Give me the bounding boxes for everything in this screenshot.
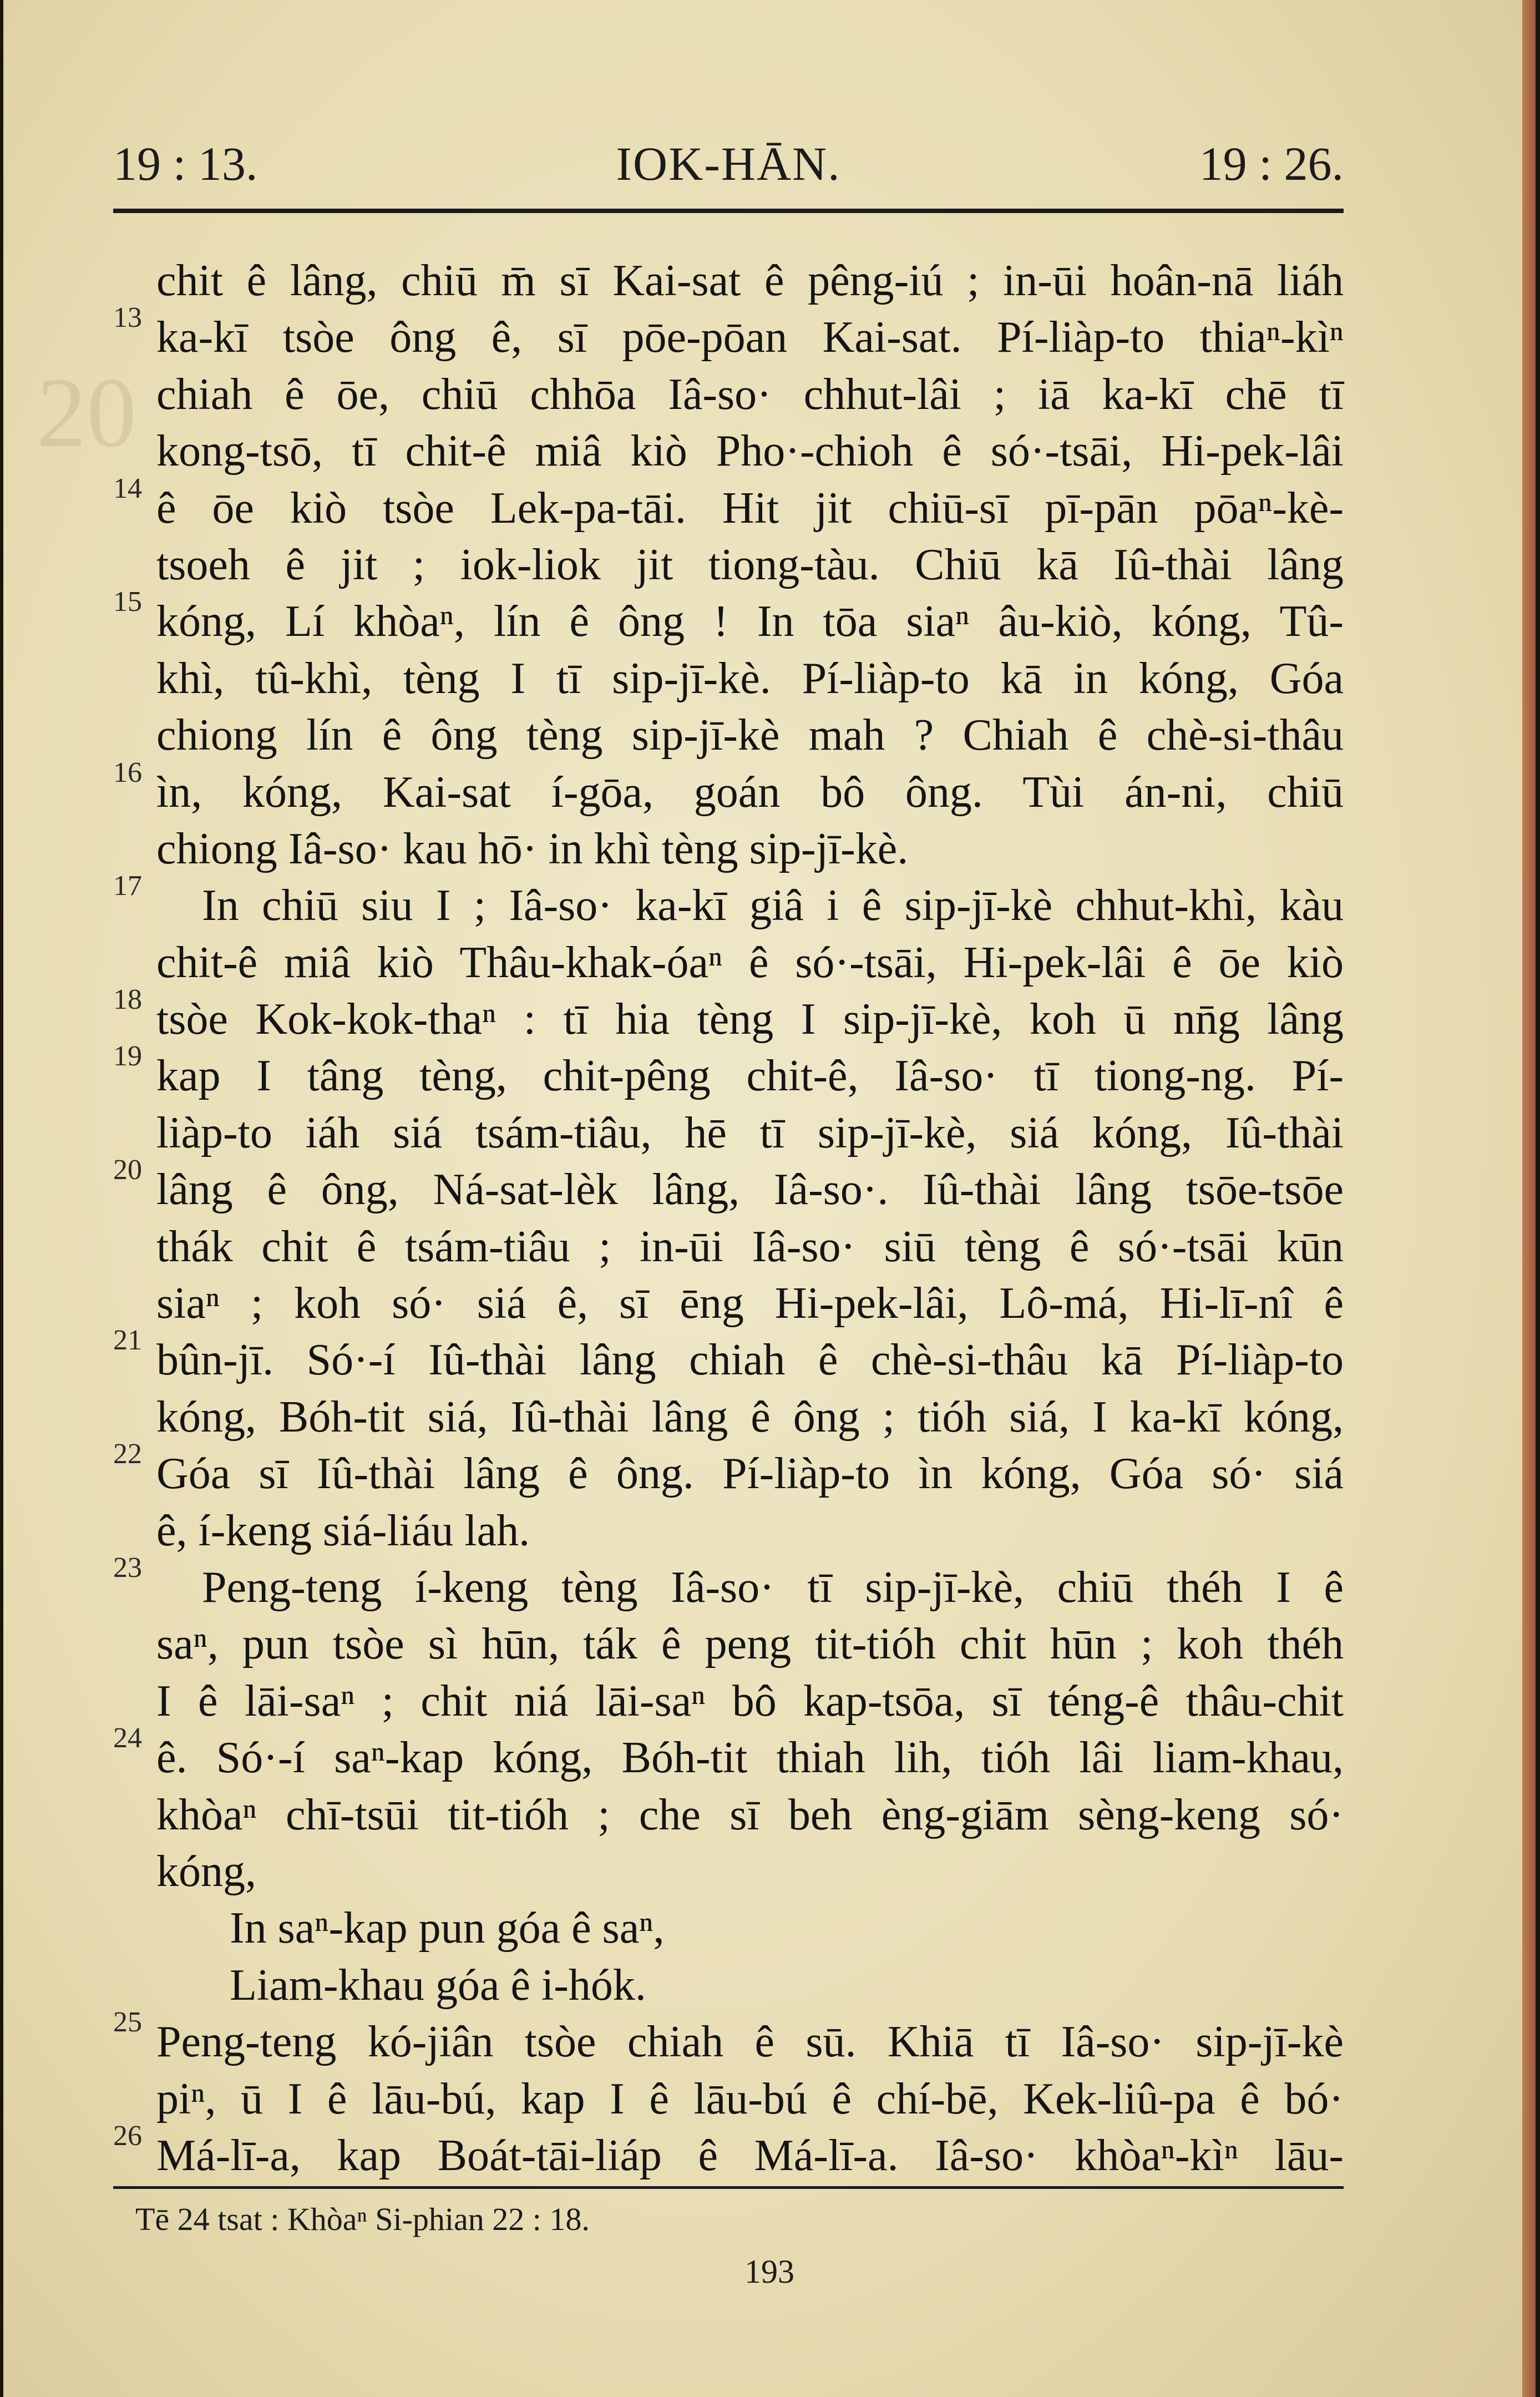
text-line [113, 1154, 1344, 1218]
text-line [113, 1389, 1344, 1445]
verse-number: 13 [113, 302, 142, 334]
line-text: ìn, kóng, Kai-sat í-gōa, goán bô ông. Tùi án-ni, chiū [156, 767, 1344, 817]
text-line [113, 870, 1344, 934]
verse-number: 22 [113, 1438, 142, 1470]
line-text: Góa sī Iû-thài lâng ê ông. Pí-liàp-to ìn kóng, Góa só· siá [156, 1449, 1344, 1499]
text-line [113, 302, 1344, 366]
text-line [113, 1900, 1344, 1956]
running-header [113, 133, 1344, 194]
text-line [113, 252, 1344, 309]
header-rule [113, 209, 1344, 213]
line-text: liàp-to iáh siá tsám-tiâu, hē tī sip-jī-kè, siá kóng, Iû-thài [156, 1108, 1344, 1157]
header-verse-end: 19 : 26. [1199, 137, 1344, 190]
text-line [113, 821, 1344, 877]
line-text: ê. Só·-í saⁿ-kap kóng, Bóh-tit thiah lih, tióh lâi liam-khau, [156, 1733, 1344, 1783]
line-text: chiah ê ōe, chiū chhōa Iâ-so· chhut-lâi ; iā ka-kī chē tī [156, 370, 1344, 419]
text-line [113, 707, 1344, 763]
verse-number: 25 [113, 2006, 142, 2039]
line-text: kóng, [156, 1847, 256, 1896]
line-text: kóng, Lí khòaⁿ, lín ê ông ! In tōa siaⁿ âu-kiò, kóng, Tû- [156, 597, 1344, 646]
verse-number: 26 [113, 2120, 142, 2152]
line-text: Liam-khau góa ê i-hók. [230, 1960, 646, 2010]
text-line [113, 472, 1344, 537]
text-line [113, 1673, 1344, 1730]
footnote: Tē 24 tsat : Khòaⁿ Si-phian 22 : 18. [135, 2201, 590, 2237]
text-line [113, 650, 1344, 707]
line-text: piⁿ, ū I ê lāu-bú, kap I ê lāu-bú ê chí-bē, Kek-liû-pa ê bó· [156, 2074, 1344, 2123]
page-number: 193 [744, 2253, 794, 2290]
verse-number: 15 [113, 586, 142, 618]
book-page [3, 0, 1536, 2397]
text-line [113, 756, 1344, 821]
line-text: saⁿ, pun tsòe sì hūn, ták ê peng tit-tióh chit hūn ; koh théh [156, 1620, 1344, 1669]
line-text: ê ōe kiò tsòe Lek-pa-tāi. Hit jit chiū-sī pī-pān pōaⁿ-kè- [156, 483, 1344, 533]
text-line [113, 1843, 1344, 1900]
text-line [113, 537, 1344, 593]
line-text: Peng-teng kó-jiân tsòe chiah ê sū. Khiā tī Iâ-so· sip-jī-kè [156, 2017, 1344, 2067]
line-text: khì, tû-khì, tèng I tī sip-jī-kè. Pí-liàp-to kā in kóng, Góa [156, 654, 1344, 703]
line-text: In chiū siu I ; Iâ-so· ka-kī giâ i ê sip-jī-kè chhut-khì, kàu [202, 881, 1344, 931]
text-line [113, 1503, 1344, 1559]
verse-number: 24 [113, 1722, 142, 1754]
text-line [113, 1324, 1344, 1388]
verse-number: 21 [113, 1324, 142, 1357]
line-text: ka-kī tsòe ông ê, sī pōe-pōan Kai-sat. Pí-liàp-to thiaⁿ-kìⁿ [156, 313, 1344, 362]
line-text: ê, í-keng siá-liáu lah. [156, 1506, 530, 1555]
text-line [113, 1616, 1344, 1672]
verse-number: 18 [113, 984, 142, 1016]
verse-number: 16 [113, 756, 142, 788]
text-line [113, 1551, 1344, 1616]
line-text: khòaⁿ chī-tsūi tit-tióh ; che sī beh èng-giām sèng-keng só· [156, 1790, 1344, 1839]
line-text: lâng ê ông, Ná-sat-lèk lâng, Iâ-so·. Iû-thài lâng tsōe-tsōe [156, 1165, 1344, 1215]
text-line [113, 2071, 1344, 2127]
text-line [113, 984, 1344, 1048]
line-text: I ê lāi-saⁿ ; chit niá lāi-saⁿ bô kap-tsōa, sī téng-ê thâu-chit [156, 1676, 1344, 1726]
text-line [113, 423, 1344, 479]
line-text: chiong Iâ-so· kau hō· in khì tèng sip-jī-kè. [156, 824, 909, 873]
line-text: chit-ê miâ kiò Thâu-khak-óaⁿ ê só·-tsāi, Hi-pek-lâi ê ōe kiò [156, 938, 1344, 987]
line-text: tsòe Kok-kok-thaⁿ : tī hia tèng I sip-jī-kè, koh ū nn̄g lâng [156, 995, 1344, 1044]
line-text: Má-lī-a, kap Boát-tāi-liáp ê Má-lī-a. Iâ-so· khòaⁿ-kìⁿ lāu- [156, 2131, 1344, 2180]
line-text: kong-tsō, tī chit-ê miâ kiò Pho·-chioh ê só·-tsāi, Hi-pek-lâi [156, 427, 1344, 476]
verse-number: 23 [113, 1551, 142, 1584]
text-line [113, 1040, 1344, 1104]
verse-number: 17 [113, 870, 142, 902]
text-line [113, 1438, 1344, 1502]
bleed-through-mark: 20 [37, 357, 136, 468]
text-line [113, 1218, 1344, 1275]
line-text: chit ê lâng, chiū m̄ sī Kai-sat ê pêng-iú ; in-ūi hoân-nā liáh [156, 256, 1344, 305]
page-edge [1522, 0, 1536, 2397]
line-text: thák chit ê tsám-tiâu ; in-ūi Iâ-so· siū tèng ê só·-tsāi kūn [156, 1222, 1344, 1271]
header-book-title: IOK-HĀN. [616, 137, 841, 190]
text-line [113, 1105, 1344, 1161]
text-line [113, 1722, 1344, 1786]
text-line [113, 2006, 1344, 2070]
text-line [113, 366, 1344, 423]
text-line [113, 586, 1344, 650]
line-text: siaⁿ ; koh só· siá ê, sī ēng Hi-pek-lâi, Lô-má, Hi-lī-nî ê [156, 1279, 1344, 1328]
line-text: chiong lín ê ông tèng sip-jī-kè mah ? Chiah ê chè-si-thâu [156, 711, 1344, 760]
footnote-rule [113, 2186, 1344, 2189]
text-line [113, 1275, 1344, 1332]
text-line [113, 934, 1344, 991]
text-line [113, 2120, 1344, 2184]
verse-number: 19 [113, 1040, 142, 1073]
line-text: kap I tâng tèng, chit-pêng chit-ê, Iâ-so· tī tiong-ng. Pí- [156, 1051, 1344, 1101]
line-text: kóng, Bóh-tit siá, Iû-thài lâng ê ông ; tióh siá, I ka-kī kóng, [156, 1392, 1344, 1442]
verse-number: 14 [113, 472, 142, 504]
verse-number: 20 [113, 1154, 142, 1186]
line-text: Peng-teng í-keng tèng Iâ-so· tī sip-jī-kè, chiū théh I ê [202, 1562, 1344, 1612]
scripture-text [113, 252, 1344, 2184]
line-text: In saⁿ-kap pun góa ê saⁿ, [230, 1904, 665, 1953]
line-text: bûn-jī. Só·-í Iû-thài lâng chiah ê chè-si-thâu kā Pí-liàp-to [156, 1336, 1344, 1385]
header-verse-start: 19 : 13. [113, 137, 258, 190]
text-line [113, 1787, 1344, 1843]
text-line [113, 1957, 1344, 2014]
line-text: tsoeh ê jit ; iok-liok jit tiong-tàu. Chiū kā Iû-thài lâng [156, 540, 1344, 589]
